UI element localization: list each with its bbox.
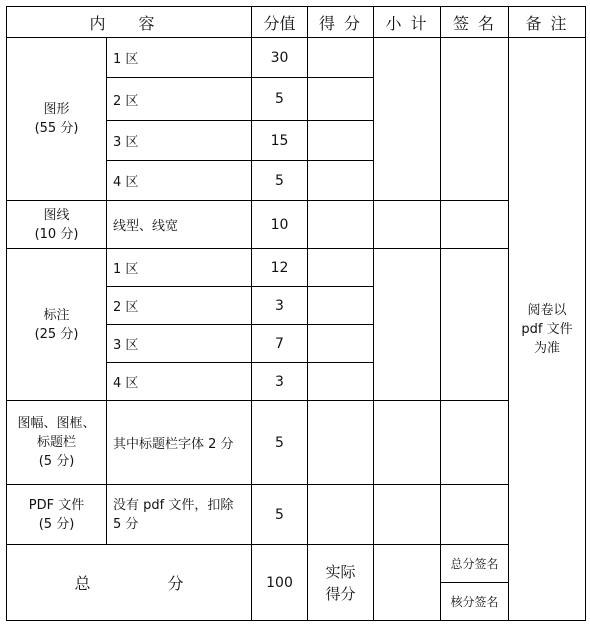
table-row <box>7 249 586 287</box>
score-cell[interactable] <box>308 161 374 201</box>
item-label: 3 区 <box>107 325 252 363</box>
remarks-line: 为准 <box>533 340 560 356</box>
total-row <box>7 545 586 583</box>
signature-cell-frame[interactable] <box>441 401 509 485</box>
subtotal-cell-frame[interactable] <box>374 401 441 485</box>
actual-score-cell[interactable] <box>374 545 441 621</box>
category-lines <box>7 201 107 249</box>
header-remarks: 备 注 <box>509 7 586 38</box>
category-name: 图线 <box>43 207 70 223</box>
item-label-line: 没有 pdf 文件，扣除 <box>113 497 234 513</box>
total-points: 100 <box>252 545 308 621</box>
signature-cell-graphics[interactable] <box>441 38 509 201</box>
header-points: 分值 <box>252 7 308 38</box>
subtotal-cell-pdf[interactable] <box>374 485 441 545</box>
item-points: 15 <box>252 121 308 161</box>
table-row <box>7 485 586 545</box>
total-signature-label: 总分签名 <box>441 545 509 583</box>
table-row <box>7 401 586 485</box>
category-name: PDF 文件 <box>28 497 85 513</box>
item-points: 10 <box>252 201 308 249</box>
check-signature-label: 核分签名 <box>441 583 509 621</box>
score-cell[interactable] <box>308 287 374 325</box>
subtotal-cell-annotation[interactable] <box>374 249 441 401</box>
category-name: 图幅、图框、 <box>17 416 96 431</box>
signature-cell-lines[interactable] <box>441 201 509 249</box>
category-graphics <box>7 38 107 201</box>
item-points: 5 <box>252 78 308 121</box>
score-cell[interactable] <box>308 363 374 401</box>
header-signature: 签 名 <box>441 7 509 38</box>
category-points: (55 分) <box>34 121 79 136</box>
total-label: 总 分 <box>7 545 252 621</box>
item-points: 7 <box>252 325 308 363</box>
item-points: 30 <box>252 38 308 78</box>
item-points: 5 <box>252 401 308 485</box>
category-points: (5 分) <box>38 454 75 469</box>
item-label-line: 5 分 <box>113 516 139 532</box>
category-points: (5 分) <box>38 516 75 532</box>
header-row <box>7 7 586 38</box>
remarks-line: pdf 文件 <box>521 321 573 337</box>
item-points: 5 <box>252 161 308 201</box>
actual-score-label <box>308 545 374 621</box>
score-cell[interactable] <box>308 401 374 485</box>
actual-score-line: 实际 <box>325 562 356 581</box>
item-label: 线型、线宽 <box>107 201 252 249</box>
category-pdf <box>7 485 107 545</box>
item-points: 12 <box>252 249 308 287</box>
remarks-cell <box>509 38 586 621</box>
score-cell[interactable] <box>308 485 374 545</box>
subtotal-cell-graphics[interactable] <box>374 38 441 201</box>
score-cell[interactable] <box>308 325 374 363</box>
item-points: 3 <box>252 287 308 325</box>
score-cell[interactable] <box>308 78 374 121</box>
header-subtotal: 小 计 <box>374 7 441 38</box>
header-score: 得 分 <box>308 7 374 38</box>
item-label <box>107 485 252 545</box>
score-cell[interactable] <box>308 38 374 78</box>
grading-table <box>6 6 586 621</box>
item-label: 1 区 <box>107 38 252 78</box>
signature-cell-pdf[interactable] <box>441 485 509 545</box>
item-label: 其中标题栏字体 2 分 <box>107 401 252 485</box>
actual-score-line: 得分 <box>325 584 356 603</box>
category-annotation <box>7 249 107 401</box>
item-label: 2 区 <box>107 78 252 121</box>
signature-cell-annotation[interactable] <box>441 249 509 401</box>
category-points: (10 分) <box>34 226 79 242</box>
table-row <box>7 38 586 78</box>
item-label: 3 区 <box>107 121 252 161</box>
item-label: 2 区 <box>107 287 252 325</box>
item-points: 3 <box>252 363 308 401</box>
score-cell[interactable] <box>308 249 374 287</box>
header-content: 内 容 <box>7 7 252 38</box>
subtotal-cell-lines[interactable] <box>374 201 441 249</box>
item-label: 1 区 <box>107 249 252 287</box>
category-name: 标题栏 <box>36 435 76 450</box>
remarks-line: 阅卷以 <box>527 302 567 318</box>
score-cell[interactable] <box>308 121 374 161</box>
table-row <box>7 201 586 249</box>
item-label: 4 区 <box>107 161 252 201</box>
category-points: (25 分) <box>34 326 79 342</box>
score-cell[interactable] <box>308 201 374 249</box>
item-label: 4 区 <box>107 363 252 401</box>
category-name: 图形 <box>43 102 70 117</box>
category-frame <box>7 401 107 485</box>
item-points: 5 <box>252 485 308 545</box>
category-name: 标注 <box>43 307 70 323</box>
